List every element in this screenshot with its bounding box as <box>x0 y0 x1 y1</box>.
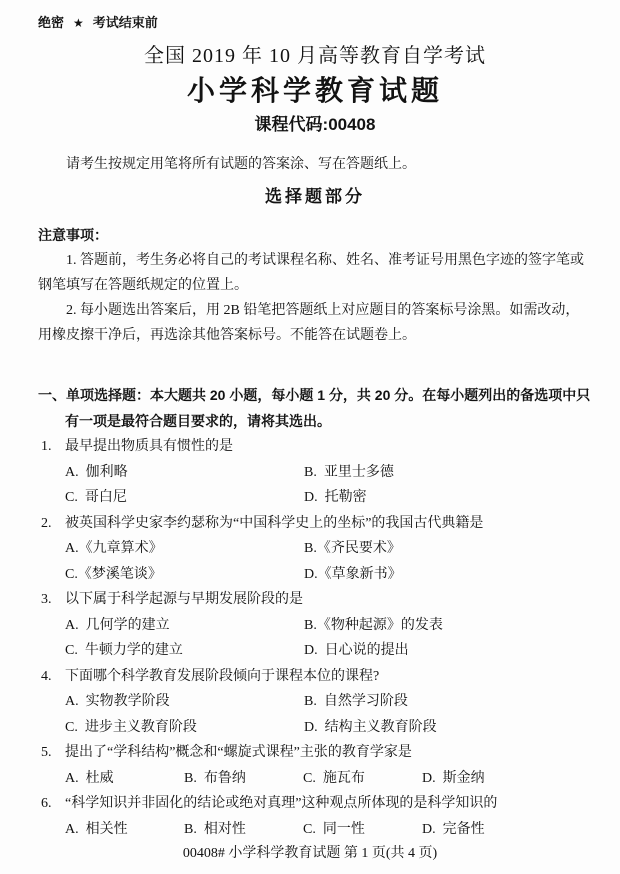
option-row <box>38 485 592 511</box>
question-line <box>38 664 592 690</box>
classification-label: 绝密 <box>38 15 65 30</box>
question-option: A. 杜威 <box>65 770 114 786</box>
question-option: C. 进步主义教育阶段 <box>65 719 197 735</box>
page-footer: 00408# 小学科学教育试题 第 1 页(共 4 页) <box>182 846 438 861</box>
timing-label: 考试结束前 <box>92 15 158 30</box>
answer-sheet-instruction: 请考生按规定用笔将所有试题的答案涂、写在答题纸上。 <box>66 157 416 172</box>
question-number: 1. <box>41 439 52 454</box>
option-row <box>38 613 592 639</box>
question-option: A. 伽利略 <box>65 464 128 480</box>
question-text: 下面哪个科学教育发展阶段倾向于课程本位的课程? <box>65 668 380 684</box>
question-line <box>38 740 592 766</box>
question-option: C. 同一性 <box>303 821 365 837</box>
question-option: D. 完备性 <box>422 821 485 837</box>
question-option: D. 日心说的提出 <box>304 643 409 658</box>
question-option: C. 施瓦布 <box>303 770 365 786</box>
question-number: 5. <box>41 745 52 760</box>
question-2 <box>38 511 592 588</box>
question-5 <box>38 740 592 791</box>
section-one-heading: 一、单项选择题：本大题共 20 小题，每小题 1 分，共 20 分。在每小题列出的备选项中只有一项是最符合题目要求的，请将其选出。 <box>38 387 591 429</box>
question-option: B. 自然学习阶段 <box>304 694 408 709</box>
question-1 <box>38 434 592 511</box>
note-item-2: 2. 每小题选出答案后，用 2B 铅笔把答题纸上对应题目的答案标号涂黑。如需改动，用橡皮擦干净后，再选涂其他答案标号。不能答在试题卷上。 <box>38 303 580 343</box>
question-text: “科学知识并非固化的结论或绝对真理”这种观点所体现的是科学知识的 <box>65 796 498 811</box>
question-option: A. 实物教学阶段 <box>65 694 170 709</box>
question-number: 2. <box>41 515 52 531</box>
option-row <box>38 766 592 792</box>
question-option: B. 亚里士多德 <box>304 464 394 480</box>
section-heading-multiple-choice-part: 选择题部分 <box>265 187 365 206</box>
question-text: 最早提出物质具有惯性的是 <box>65 439 233 454</box>
question-line <box>38 587 592 613</box>
option-row <box>38 536 592 562</box>
question-option: A. 相关性 <box>65 821 128 837</box>
question-option: D. 斯金纳 <box>422 770 485 786</box>
question-line <box>38 511 592 537</box>
question-option: B.《物种起源》的发表 <box>304 617 443 633</box>
option-row <box>38 562 592 588</box>
question-option: D. 托勒密 <box>304 490 367 505</box>
question-number: 3. <box>41 592 52 607</box>
note-item-1: 1. 答题前，考生务必将自己的考试课程名称、姓名、准考证号用黑色字迹的签字笔或钢笔填写在答题纸规定的位置上。 <box>38 253 584 293</box>
question-line <box>38 791 592 817</box>
question-6 <box>38 791 592 842</box>
question-option: D. 结构主义教育阶段 <box>304 719 437 735</box>
question-3 <box>38 587 592 664</box>
question-option: B.《齐民要术》 <box>304 541 401 556</box>
question-option: C. 牛顿力学的建立 <box>65 643 183 658</box>
question-option: B. 布鲁纳 <box>184 770 246 786</box>
exam-title: 全国 2019 年 10 月高等教育自学考试 <box>144 45 486 67</box>
notes-title: 注意事项： <box>38 227 108 243</box>
question-option: A. 几何学的建立 <box>65 617 170 633</box>
option-row <box>38 715 592 741</box>
question-number: 6. <box>41 796 52 811</box>
question-option: C. 哥白尼 <box>65 490 127 505</box>
question-option: A.《九章算术》 <box>65 541 163 556</box>
paper-title: 小学科学教育试题 <box>186 75 443 106</box>
question-text: 被英国科学史家李约瑟称为“中国科学史上的坐标”的我国古代典籍是 <box>65 515 484 531</box>
option-row <box>38 817 592 843</box>
star-icon: ★ <box>73 16 84 30</box>
question-option: B. 相对性 <box>184 821 246 837</box>
question-text: 提出了“学科结构”概念和“螺旋式课程”主张的教育学家是 <box>65 745 412 760</box>
secrecy-line <box>38 14 592 32</box>
question-number: 4. <box>41 668 52 684</box>
option-row <box>38 460 592 486</box>
question-4 <box>38 664 592 741</box>
course-code: 课程代码:00408 <box>254 115 376 134</box>
question-line <box>38 434 592 460</box>
option-row <box>38 638 592 664</box>
option-row <box>38 689 592 715</box>
question-option: C.《梦溪笔谈》 <box>65 566 162 582</box>
question-text: 以下属于科学起源与早期发展阶段的是 <box>65 592 303 607</box>
question-option: D.《草象新书》 <box>304 566 402 582</box>
